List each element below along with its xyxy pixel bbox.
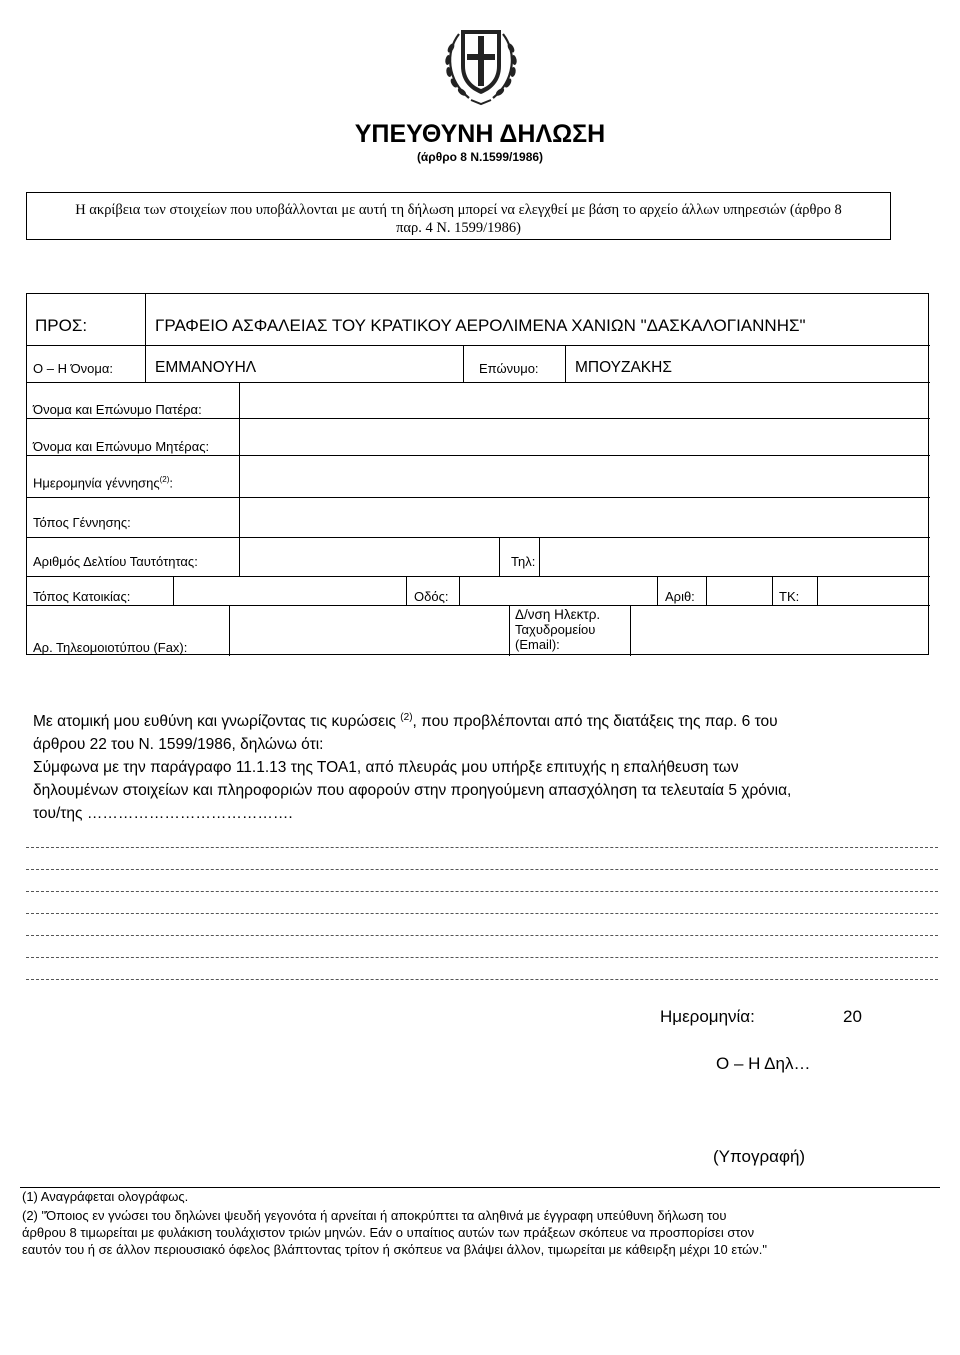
fill-in-line[interactable] xyxy=(26,847,938,848)
name-label: Ο – Η Όνομα: xyxy=(33,361,113,376)
accuracy-notice-line-2: παρ. 4 Ν. 1599/1986) xyxy=(396,220,521,236)
fill-in-line[interactable] xyxy=(26,935,938,936)
number-label: Αριθ: xyxy=(665,589,695,604)
fill-in-line[interactable] xyxy=(26,979,938,980)
fill-in-line[interactable] xyxy=(26,891,938,892)
declaration-line-1: Με ατομική μου ευθύνη και γνωρίζοντας τις κυρώσεις $^{(2)}$, που προβλέπονται από της διατάξεις της παρ. 6 του xyxy=(33,712,778,731)
signature-label: (Υπογραφή) xyxy=(713,1147,806,1166)
document-title: ΥΠΕΥΘΥΝΗ ΔΗΛΩΣΗ xyxy=(354,120,606,148)
phone-label: Τηλ: xyxy=(511,554,536,569)
declaration-text xyxy=(33,706,913,825)
footnote-2: (2) "Όποιος εν γνώσει του δηλώνει ψευδή γεγονότα ή αρνείται ή αποκρύπτει τα αληθινά με έγγραφη υπεύθυνη δήλωση του άρθρου 8 τιμωρείται με φυλάκιση τουλάχιστον τριών μηνών. Εάν ο υπαίτιος αυτών των πράξεων σκόπευε να προσπορίσει στον εαυτόν του ή σε άλλον περιουσιακό όφελος βλάπτοντας τρίτον ή σκόπευε να βλάψει άλλον, τιμωρείται με κάθειρξη μέχρι 10 ετών." xyxy=(22,1208,768,1257)
zip-label: ΤΚ: xyxy=(779,589,800,604)
residence-label: Τόπος Κατοικίας: xyxy=(33,589,131,604)
mother-name-label: Όνομα και Επώνυμο Μητέρας: xyxy=(33,439,210,454)
declarant-details-form xyxy=(26,293,929,655)
fill-in-line[interactable] xyxy=(26,869,938,870)
birthdate-label: Ημερομηνία γέννησης$^{(2)}$: xyxy=(33,475,173,491)
greek-coat-of-arms-icon xyxy=(437,14,525,110)
father-name-label: Όνομα και Επώνυμο Πατέρα: xyxy=(33,402,202,417)
footnote-1: (1) Αναγράφεται ολογράφως. xyxy=(22,1189,189,1204)
id-card-label: Αριθμός Δελτίου Ταυτότητας: xyxy=(33,554,198,569)
fill-in-line[interactable] xyxy=(26,957,938,958)
name-value: ΕΜΜΑΝΟΥΗΛ xyxy=(155,359,257,376)
declaration-line-2: άρθρου 22 του Ν. 1599/1986, δηλώνω ότι: xyxy=(33,736,324,754)
surname-label: Επώνυμο: xyxy=(479,361,539,376)
surname-value: ΜΠΟΥΖΑΚΗΣ xyxy=(575,359,672,376)
birthplace-label: Τόπος Γέννησης: xyxy=(33,515,131,530)
declarant-label: Ο – Η Δηλ… xyxy=(716,1054,811,1073)
date-label: Ημερομηνία: xyxy=(660,1007,755,1026)
declaration-line-3: Σύμφωνα με την παράγραφο 11.1.13 της ΤΟΑ1, από πλευράς μου υπήρξε επιτυχής η επαλήθευση των xyxy=(33,759,739,777)
declaration-line-4: δηλουμένων στοιχείων και πληροφοριών που αφορούν στην προηγούμενη απασχόληση τα τελευταία 5 χρόνια, xyxy=(33,782,792,800)
accuracy-notice-line-1: Η ακρίβεια των στοιχείων που υποβάλλονται με αυτή τη δήλωση μπορεί να ελεγχθεί με βάση το αρχείο άλλων υπηρεσιών (άρθρο 8 xyxy=(75,202,842,218)
street-label: Οδός: xyxy=(414,589,449,604)
declaration-line-5: του/της …………………………………. xyxy=(33,805,293,823)
email-label: Δ/νση Ηλεκτρ. Ταχυδρομείου (Email): xyxy=(515,607,601,652)
accuracy-notice xyxy=(26,192,891,240)
to-label: ΠΡΟΣ: xyxy=(35,316,88,335)
document-subtitle: (άρθρο 8 Ν.1599/1986) xyxy=(416,150,544,164)
date-year-prefix: 20 xyxy=(843,1007,862,1026)
fill-in-line[interactable] xyxy=(26,913,938,914)
fax-label: Αρ. Τηλεομοιοτύπου (Fax): xyxy=(33,640,188,655)
to-value: ΓΡΑΦΕΙΟ ΑΣΦΑΛΕΙΑΣ ΤΟΥ ΚΡΑΤΙΚΟΥ ΑΕΡΟΛΙΜΕΝΑ ΧΑΝΙΩΝ "ΔΑΣΚΑΛΟΓΙΑΝΝΗΣ" xyxy=(155,316,806,335)
